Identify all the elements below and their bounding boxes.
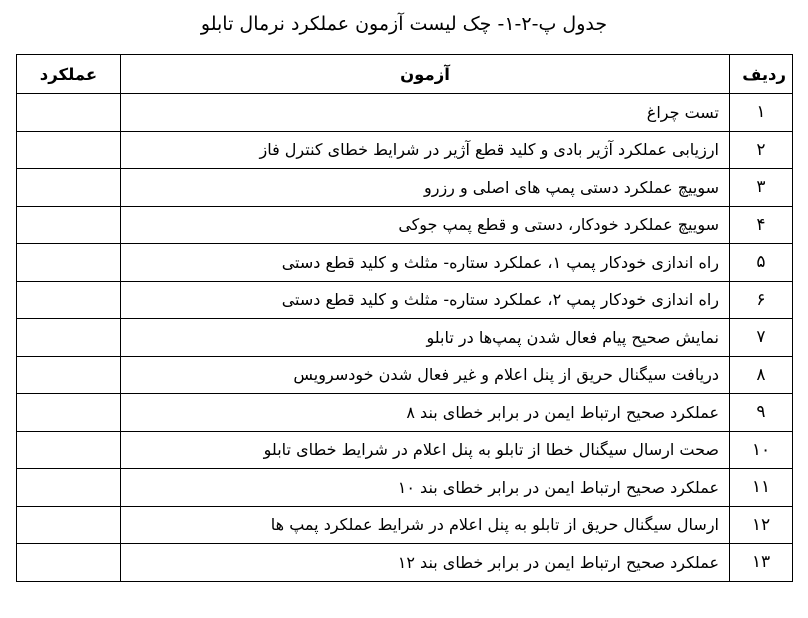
row-number: ۱۰: [730, 431, 793, 469]
row-number: ۸: [730, 356, 793, 394]
test-description: عملکرد صحیح ارتباط ایمن در برابر خطای بند ۸: [121, 394, 730, 432]
test-description: عملکرد صحیح ارتباط ایمن در برابر خطای بند ۱۰: [121, 469, 730, 507]
header-test: آزمون: [121, 55, 730, 94]
table-row: [17, 506, 793, 544]
performance-cell: [17, 206, 121, 244]
row-number: ۱۳: [730, 544, 793, 582]
test-description: سوییچ عملکرد دستی پمپ های اصلی و رزرو: [121, 169, 730, 207]
row-number: ۴: [730, 206, 793, 244]
test-description: عملکرد صحیح ارتباط ایمن در برابر خطای بند ۱۲: [121, 544, 730, 582]
test-description: دریافت سیگنال حریق از پنل اعلام و غیر فعال شدن خودسرویس: [121, 356, 730, 394]
row-number: ۹: [730, 394, 793, 432]
table-caption: جدول پ-۲-۱- چک لیست آزمون عملکرد نرمال تابلو: [200, 13, 608, 35]
table-row: [17, 131, 793, 169]
row-number: ۲: [730, 131, 793, 169]
performance-cell: [17, 169, 121, 207]
table-body: [17, 94, 793, 582]
table-row: [17, 394, 793, 432]
row-number: ۱۲: [730, 506, 793, 544]
row-number: ۷: [730, 319, 793, 357]
performance-cell: [17, 469, 121, 507]
row-number: ۵: [730, 244, 793, 282]
table-row: [17, 94, 793, 132]
table-row: [17, 169, 793, 207]
test-description: نمایش صحیح پیام فعال شدن پمپ‌ها در تابلو: [121, 319, 730, 357]
test-description: ارزیابی عملکرد آژیر بادی و کلید قطع آژیر در شرایط خطای کنترل فاز: [121, 131, 730, 169]
header-performance: عملکرد: [17, 55, 121, 94]
performance-cell: [17, 281, 121, 319]
table-row: [17, 469, 793, 507]
table-row: [17, 544, 793, 582]
table-row: [17, 431, 793, 469]
test-description: صحت ارسال سیگنال خطا از تابلو به پنل اعلام در شرایط خطای تابلو: [121, 431, 730, 469]
test-description: ارسال سیگنال حریق از تابلو به پنل اعلام در شرایط عملکرد پمپ ها: [121, 506, 730, 544]
performance-cell: [17, 244, 121, 282]
test-description: راه اندازی خودکار پمپ ۱، عملکرد ستاره- مثلث و کلید قطع دستی: [121, 244, 730, 282]
table-row: [17, 244, 793, 282]
performance-cell: [17, 356, 121, 394]
performance-cell: [17, 431, 121, 469]
table-row: [17, 319, 793, 357]
performance-cell: [17, 394, 121, 432]
row-number: ۱: [730, 94, 793, 132]
test-description: راه اندازی خودکار پمپ ۲، عملکرد ستاره- مثلث و کلید قطع دستی: [121, 281, 730, 319]
test-description: تست چراغ: [121, 94, 730, 132]
test-description: سوییچ عملکرد خودکار، دستی و قطع پمپ جوکی: [121, 206, 730, 244]
table-row: [17, 356, 793, 394]
header-row-number: ردیف: [730, 55, 793, 94]
performance-cell: [17, 319, 121, 357]
row-number: ۱۱: [730, 469, 793, 507]
header-row: [17, 55, 793, 94]
checklist-table: [16, 54, 793, 582]
row-number: ۶: [730, 281, 793, 319]
row-number: ۳: [730, 169, 793, 207]
performance-cell: [17, 544, 121, 582]
performance-cell: [17, 94, 121, 132]
table-row: [17, 206, 793, 244]
performance-cell: [17, 131, 121, 169]
table-row: [17, 281, 793, 319]
performance-cell: [17, 506, 121, 544]
